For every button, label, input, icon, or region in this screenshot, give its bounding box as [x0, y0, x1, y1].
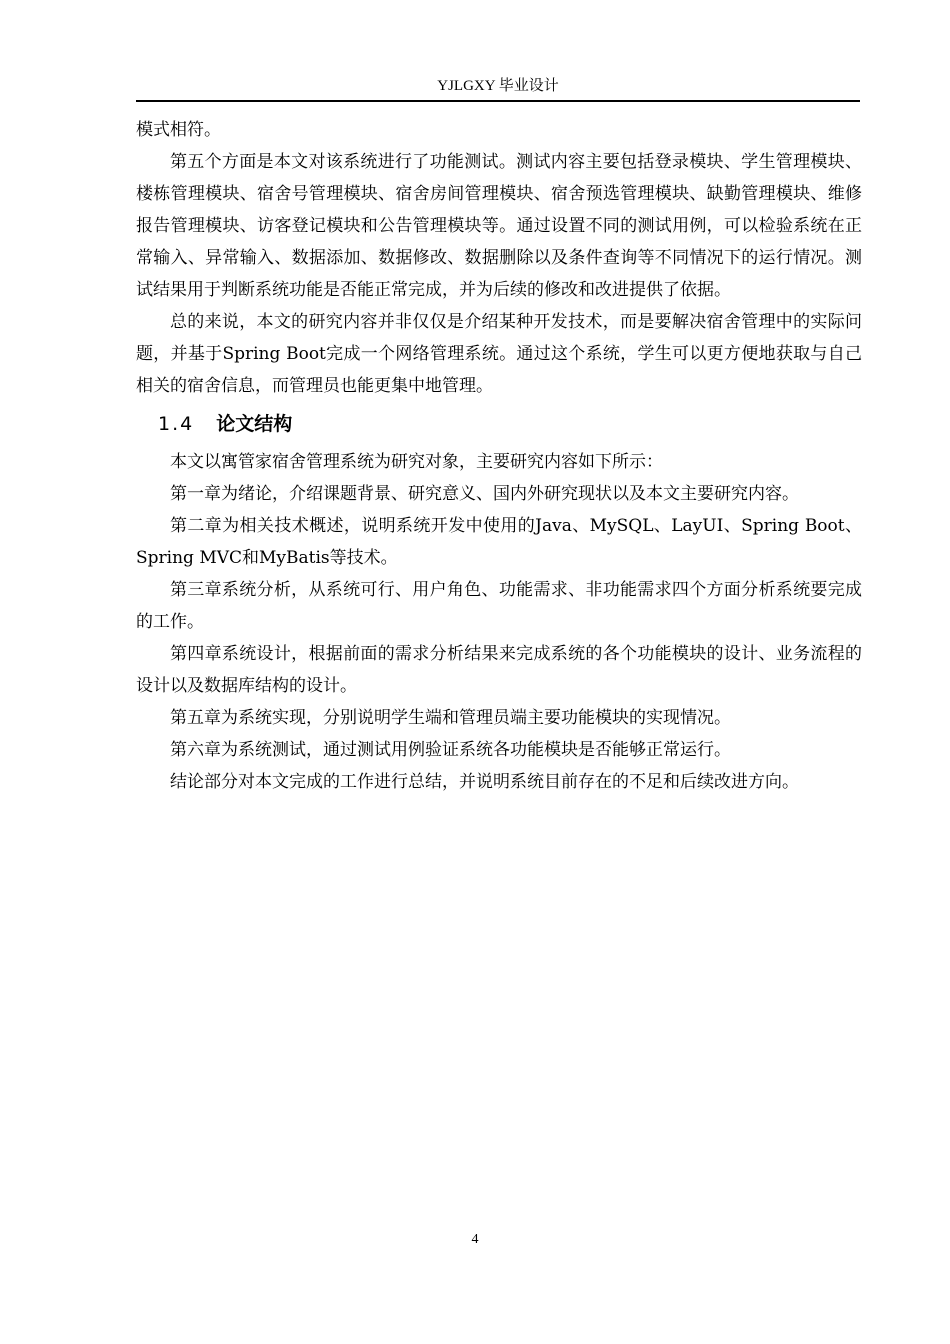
paragraph-structure-intro: 本文以寓管家宿舍管理系统为研究对象，主要研究内容如下所示：: [170, 452, 663, 472]
paragraph-chapter-4: 第四章系统设计，根据前面的需求分析结果来完成系统的各个功能模块的设计、业务流程的设计以及数据库结构的设计。: [136, 644, 862, 696]
paragraph-testing: 第五个方面是本文对该系统进行了功能测试。测试内容主要包括登录模块、学生管理模块、楼栋管理模块、宿舍号管理模块、宿舍房间管理模块、宿舍预选管理模块、缺勤管理模块、维修报告管理模块、访客登记模块和公告管理模块等。通过设置不同的测试用例，可以检验系统在正常输入、异常输入、数据添加、数据修改、数据删除以及条件查询等不同情况下的运行情况。测试结果用于判断系统功能是否能正常完成，并为后续的修改和改进提供了依据。: [136, 152, 862, 300]
paragraph-chapter-6: 第六章为系统测试，通过测试用例验证系统各功能模块是否能够正常运行。: [170, 740, 731, 760]
header-rule: [136, 100, 860, 102]
paragraph-chapter-5: 第五章为系统实现，分别说明学生端和管理员端主要功能模块的实现情况。: [170, 708, 731, 728]
paragraph-chapter-3: 第三章系统分析，从系统可行、用户角色、功能需求、非功能需求四个方面分析系统要完成的工作。: [136, 580, 862, 632]
paragraph-chapter-2: 第二章为相关技术概述，说明系统开发中使用的Java、MySQL、LayUI、Spring Boot、Spring MVC和MyBatis等技术。: [136, 516, 862, 568]
paragraph-continuation: 模式相符。: [136, 120, 221, 140]
section-number: 1.4: [158, 413, 195, 435]
section-heading: [136, 406, 862, 442]
section-title: 论文结构: [216, 413, 293, 435]
paragraph-chapter-1: 第一章为绪论，介绍课题背景、研究意义、国内外研究现状以及本文主要研究内容。: [170, 484, 799, 504]
paragraph-summary: 总的来说，本文的研究内容并非仅仅是介绍某种开发技术，而是要解决宿舍管理中的实际问题，并基于Spring Boot完成一个网络管理系统。通过这个系统，学生可以更方便地获取与自己相关的宿舍信息，而管理员也能更集中地管理。: [136, 312, 862, 396]
paragraph-conclusion: 结论部分对本文完成的工作进行总结，并说明系统目前存在的不足和后续改进方向。: [170, 772, 799, 792]
page-number: 4: [471, 1232, 479, 1247]
page-header: YJLGXY 毕业设计: [437, 78, 559, 94]
page-body: [136, 114, 862, 798]
